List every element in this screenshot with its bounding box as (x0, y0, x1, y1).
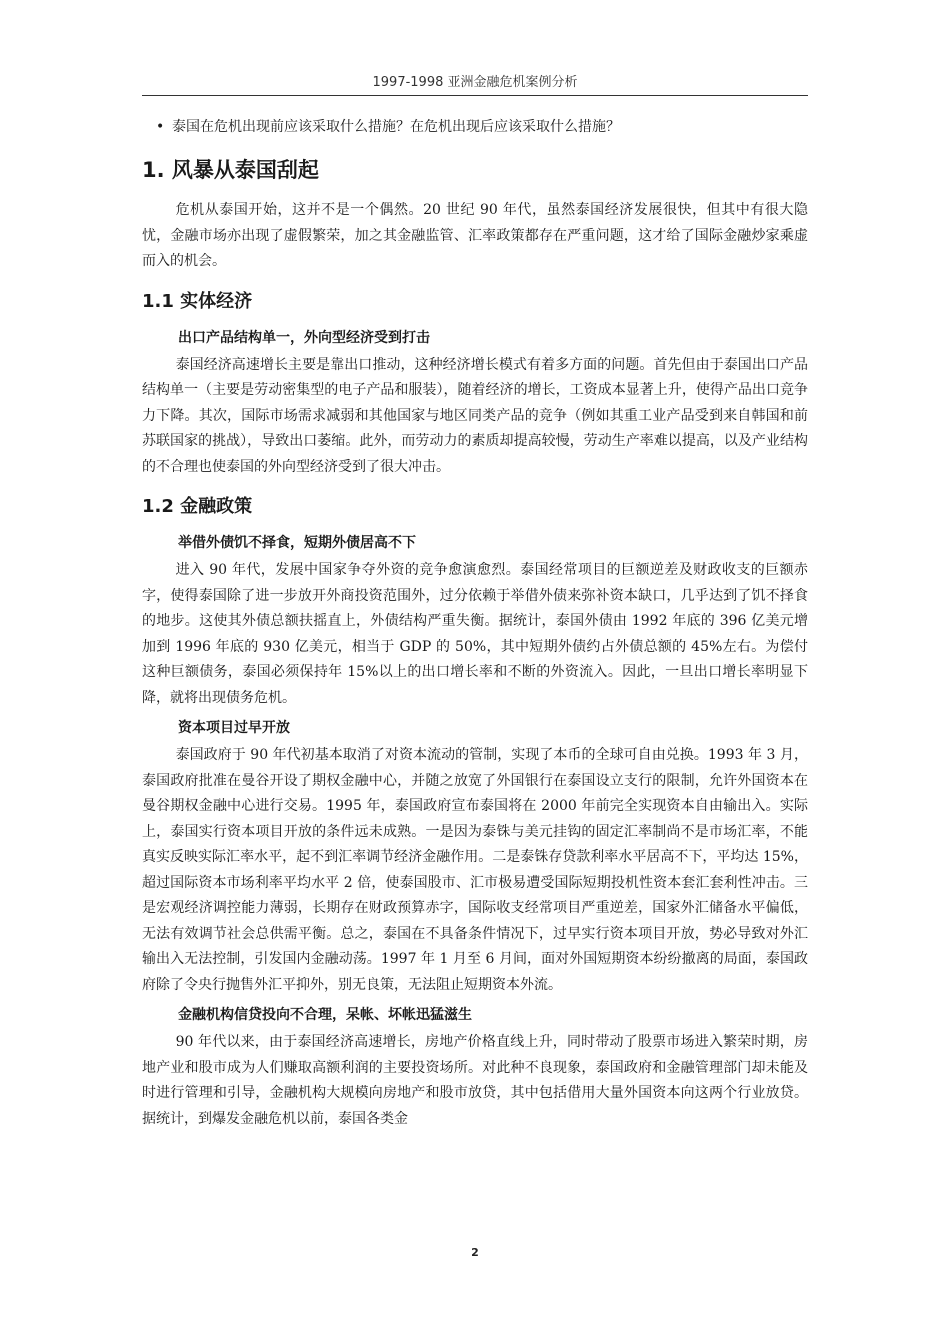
paragraph-heading: 举借外债饥不择食，短期外债居高不下 (178, 535, 416, 551)
paragraph: 危机从泰国开始，这并不是一个偶然。20 世纪 90 年代，虽然泰国经济发展很快，但其中有很大隐忧，金融市场亦出现了虚假繁荣，加之其金融监管、汇率政策都存在严重问题，这才给了国际金融炒家乘虚而入的机会。 (142, 202, 808, 269)
paragraph: 90 年代以来，由于泰国经济高速增长，房地产价格直线上升，同时带动了股票市场进入繁荣时期，房地产业和股市成为人们赚取高额利润的主要投资场所。对此种不良现象，泰国政府和金融管理部门却未能及时进行管理和引导，金融机构大规模向房地产和股市放贷，其中包括借用大量外国资本向这两个行业放贷。据统计，到爆发金融危机以前，泰国各类金 (142, 1034, 808, 1127)
paragraph: 进入 90 年代，发展中国家争夺外资的竞争愈演愈烈。泰国经常项目的巨额逆差及财政收支的巨额赤字，使得泰国除了进一步放开外商投资范围外，过分依赖于举借外债来弥补资本缺口，几乎达到了饥不择食的地步。这使其外债总额扶摇直上，外债结构严重失衡。据统计，泰国外债由 1992 年底的 396 亿美元增加到 1996 年底的 930 亿美元，相当于 GDP 的 50%，其中短期外债约占外债总额的 45%左右。为偿付这种巨额债务，泰国必须保持年 15%以上的出口增长率和不断的外资流入。因此，一旦出口增长率明显下降，就将出现债务危机。 (142, 562, 808, 706)
paragraph-heading: 资本项目过早开放 (178, 720, 290, 736)
paragraph-heading: 出口产品结构单一，外向型经济受到打击 (178, 329, 430, 346)
header-title: 1997-1998 亚洲金融危机案例分析 (372, 75, 578, 90)
subsection-heading: 1.1 实体经济 (142, 290, 253, 312)
subsection-heading: 1.2 金融政策 (142, 496, 253, 517)
document-body (142, 114, 808, 1138)
page-header (142, 74, 808, 96)
paragraph: 泰国经济高速增长主要是靠出口推动，这种经济增长模式有着多方面的问题。首先但由于泰国出口产品结构单一（主要是劳动密集型的电子产品和服装），随着经济的增长，工资成本显著上升，使得产品出口竞争力下降。其次，国际市场需求减弱和其他国家与地区同类产品的竞争（例如其重工业产品受到来自韩国和前苏联国家的挑战），导致出口萎缩。此外，而劳动力的素质却提高较慢，劳动生产率难以提高，以及产业结构的不合理也使泰国的外向型经济受到了很大冲击。 (142, 356, 808, 475)
list-item-text: 泰国在危机出现前应该采取什么措施？在危机出现后应该采取什么措施？ (172, 119, 620, 135)
bullet-icon: • (156, 119, 165, 135)
list-item (142, 114, 808, 140)
paragraph-heading: 金融机构信贷投向不合理，呆帐、坏帐迅猛滋生 (178, 1007, 472, 1023)
section-heading: 1. 风暴从泰国刮起 (142, 158, 319, 182)
paragraph: 泰国政府于 90 年代初基本取消了对资本流动的管制，实现了本币的全球可自由兑换。1993 年 3 月，泰国政府批准在曼谷开设了期权金融中心，并随之放宽了外国银行在泰国设立支行的限制，允许外国资本在曼谷期权金融中心进行交易。1995 年，泰国政府宣布泰国将在 2000 年前完全实现资本自由输出入。实际上，泰国实行资本项目开放的条件远未成熟。一是因为泰铢与美元挂钩的固定汇率制尚不是市场汇率，不能真实反映实际汇率水平，起不到汇率调节经济金融作用。二是泰铢存贷款利率水平居高不下，平均达 15%，超过国际资本市场利率平均水平 2 倍，使泰国股市、汇市极易遭受国际短期投机性资本套汇套利性冲击。三是宏观经济调控能力薄弱，长期存在财政预算赤字，国际收支经常项目严重逆差，国家外汇储备水平偏低，无法有效调节社会总供需平衡。总之，泰国在不具备条件情况下，过早实行资本项目开放，势必导致对外汇输出入无法控制，引发国内金融动荡。1997 年 1 月至 6 月间，面对外国短期资本纷纷撤离的局面，泰国政府除了令央行抛售外汇平抑外，别无良策，无法阻止短期资本外流。 (142, 747, 808, 993)
page-number: 2 (471, 1246, 479, 1259)
